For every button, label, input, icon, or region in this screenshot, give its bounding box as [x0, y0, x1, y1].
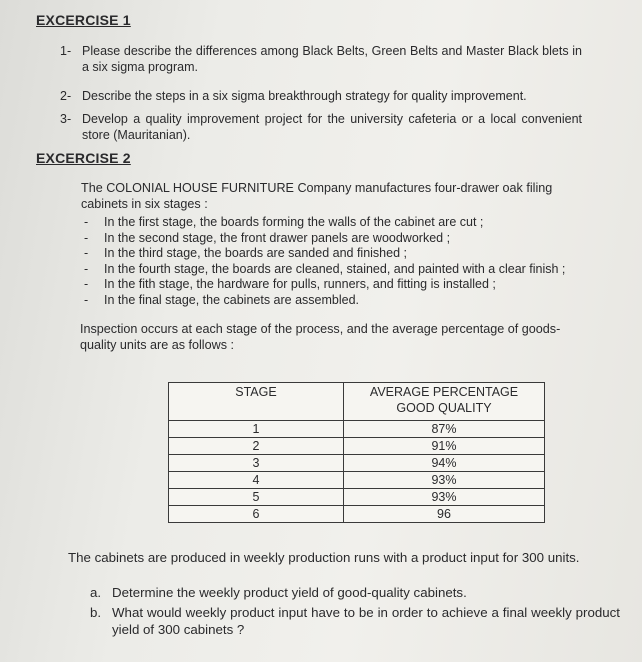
- question-letter: a.: [90, 585, 102, 600]
- question-b: [90, 604, 620, 640]
- stage-text: In the third stage, the boards are sanded and finished ;: [104, 246, 407, 260]
- stage-cell: 1: [169, 421, 344, 438]
- header-line-1: AVERAGE PERCENTAGE: [369, 385, 519, 399]
- percentage-cell: 93%: [344, 472, 545, 489]
- header-line-2: GOOD QUALITY: [396, 401, 492, 415]
- item-number: 3-: [60, 112, 72, 126]
- question-text: Determine the weekly product yield of good-quality cabinets.: [112, 585, 467, 600]
- table-row: [169, 472, 545, 489]
- quality-table: [168, 382, 545, 523]
- list-item: - In the final stage, the cabinets are assembled.: [84, 292, 360, 307]
- list-item: - In the second stage, the front drawer panels are woodworked ;: [84, 230, 451, 245]
- column-header-percentage: [344, 383, 545, 421]
- stage-cell: 5: [169, 489, 344, 506]
- stage-cell: 6: [169, 506, 344, 523]
- stage-text: In the second stage, the front drawer panels are woodworked ;: [104, 230, 451, 245]
- table-row: [169, 438, 545, 455]
- question-letter: b.: [90, 605, 102, 620]
- percentage-cell: 94%: [344, 455, 545, 472]
- list-item: - In the fourth stage, the boards are cleaned, stained, and painted with a clear finish ;: [84, 261, 566, 276]
- exercise-2-intro: The COLONIAL HOUSE FURNITURE Company manufactures four-drawer oak filing cabinets in six stages :: [81, 181, 553, 211]
- item-text: Please describe the differences among Black Belts, Green Belts and Master Black blets in a six sigma program.: [82, 44, 582, 74]
- list-item: - In the third stage, the boards are sanded and finished ;: [84, 246, 407, 260]
- stage-cell: 3: [169, 455, 344, 472]
- stage-text: In the fith stage, the hardware for pulls, runners, and fitting is installed ;: [104, 277, 496, 291]
- item-text: Describe the steps in a six sigma breakthrough strategy for quality improvement.: [82, 89, 527, 103]
- percentage-cell: 96: [344, 506, 545, 523]
- percentage-cell: 93%: [344, 489, 545, 506]
- question-a: [90, 584, 620, 601]
- table-row: [169, 421, 545, 438]
- stage-text: In the fourth stage, the boards are cleaned, stained, and painted with a clear finish ;: [104, 261, 566, 276]
- table-row: [169, 506, 545, 523]
- column-header-stage: STAGE: [169, 383, 344, 421]
- list-item: - In the first stage, the boards forming the walls of the cabinet are cut ;: [84, 215, 484, 229]
- stage-text: In the final stage, the cabinets are assembled.: [104, 292, 360, 307]
- production-paragraph: The cabinets are produced in weekly production runs with a product input for 300 units.: [68, 550, 580, 565]
- list-item: - In the fith stage, the hardware for pulls, runners, and fitting is installed ;: [84, 277, 496, 291]
- stage-text: In the first stage, the boards forming the walls of the cabinet are cut ;: [104, 215, 484, 229]
- stage-cell: 4: [169, 472, 344, 489]
- question-text: What would weekly product input have to be in order to achieve a final weekly product yield of 300 cabinets ?: [112, 605, 620, 637]
- exercise-2-heading: EXCERCISE 2: [36, 150, 131, 166]
- exercise-1-heading: EXCERCISE 1: [36, 12, 131, 28]
- stages-list: [84, 215, 584, 308]
- stage-cell: 2: [169, 438, 344, 455]
- item-number: 1-: [60, 44, 72, 58]
- percentage-cell: 91%: [344, 438, 545, 455]
- percentage-cell: 87%: [344, 421, 545, 438]
- table-row: [169, 455, 545, 472]
- inspection-paragraph: Inspection occurs at each stage of the process, and the average percentage of goods-quality units are as follows :: [80, 322, 561, 352]
- table-row: [169, 489, 545, 506]
- item-number: 2-: [60, 89, 72, 103]
- item-text: Develop a quality improvement project for the university cafeteria or a local convenient store (Mauritanian).: [82, 112, 582, 142]
- table-header-row: [169, 383, 545, 421]
